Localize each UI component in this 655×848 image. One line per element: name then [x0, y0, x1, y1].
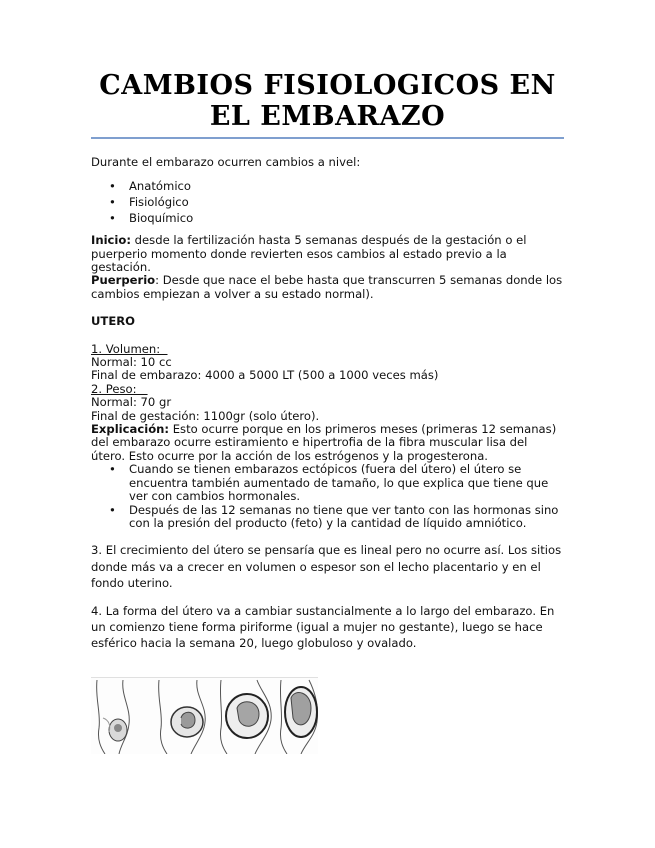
volumen-normal: Normal: 10 cc	[91, 355, 172, 370]
puerperio-text: : Desde que nace el bebe hasta que transcurren 5 semanas donde los cambios empiezan a volver a su estado normal).	[91, 273, 563, 301]
volumen-heading: 1. Volumen:	[91, 341, 168, 356]
inicio-label: Inicio:	[91, 233, 131, 248]
peso-heading: 2. Peso:	[91, 381, 148, 396]
intro-text: Durante el embarazo ocurren cambios a nivel:	[91, 155, 361, 169]
explicacion-paragraph	[91, 423, 564, 463]
peso-final: Final de gestación: 1100gr (solo útero).	[91, 408, 320, 423]
list-item: • Cuando se tienen embarazos ectópicos (fuera del útero) el útero se encuentra también aumentado de tamaño, lo que explica que tiene que ver con cambios hormonales.	[129, 463, 564, 503]
peso-normal: Normal: 70 gr	[91, 395, 172, 410]
explicacion-text: Esto ocurre porque en los primeros meses (primeras 12 semanas) del embarazo ocurre estiramiento e hipertrofia de la fibra muscular lisa del útero. Esto ocurre por la acción de los estrógenos y la progesterona.	[91, 422, 557, 463]
paragraph-3: 3. El crecimiento del útero se pensaría que es lineal pero no ocurre así. Los sitios donde más va a crecer en volumen o espesor son el lecho placentario y en el fondo uterino.	[91, 543, 562, 590]
list-item: • Bioquímico	[129, 211, 564, 227]
explicacion-label: Explicación:	[91, 422, 170, 437]
utero-heading: UTERO	[91, 314, 136, 329]
list-item: • Fisiológico	[129, 195, 564, 211]
page-title: CAMBIOS FISIOLOGICOS EN EL EMBARAZO	[99, 70, 556, 132]
list-item: • Anatómico	[129, 179, 564, 195]
uterus-growth-illustration-icon	[91, 677, 318, 754]
inicio-text: desde la fertilización hasta 5 semanas después de la gestación o el puerperio momento donde revierten esos cambios al estado previo a la gestación.	[91, 233, 527, 274]
list-item: • Después de las 12 semanas no tiene que ver tanto con las hormonas sino con la presión del producto (feto) y la cantidad de líquido amniótico.	[129, 504, 564, 531]
levels-list	[91, 179, 564, 226]
volumen-final: Final de embarazo: 4000 a 5000 LT (500 a 1000 veces más)	[91, 368, 439, 383]
document-page	[91, 70, 564, 652]
notes-list	[91, 463, 564, 530]
title-divider	[91, 137, 564, 139]
inicio-paragraph	[91, 234, 564, 274]
paragraph-4: 4. La forma del útero va a cambiar sustancialmente a lo largo del embarazo. En un comienzo tiene forma piriforme (igual a mujer no gestante), luego se hace esférico hacia la semana 20, luego globuloso y ovalado.	[91, 603, 555, 651]
puerperio-label: Puerperio	[91, 273, 156, 288]
puerperio-paragraph	[91, 274, 564, 301]
